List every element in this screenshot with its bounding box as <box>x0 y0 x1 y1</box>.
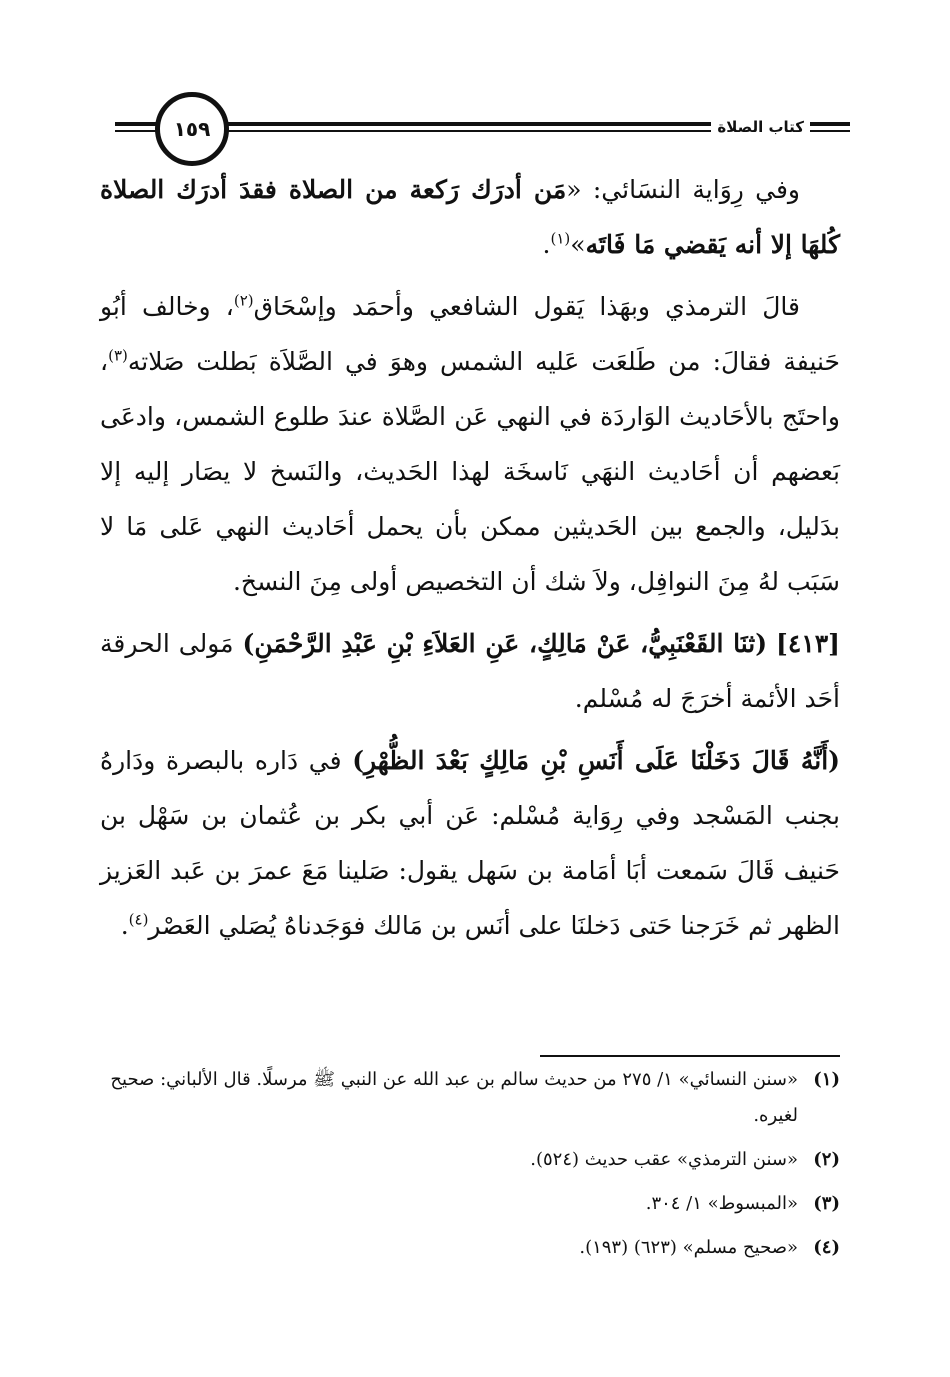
footnote-text: «سنن الترمذي» عقب حديث (٥٢٤). <box>530 1149 798 1170</box>
p1-hadith-quote: مَن أدرَك رَكعة من الصلاة فقدَ أدرَك الصلاة كُلهَا إلا أنه يَقضي مَا فَاتَه <box>100 175 840 259</box>
p1-end: . <box>542 230 551 259</box>
paragraph-hadith-413 <box>100 616 840 726</box>
p3-commentary: مَولى الحرقة أحَد الأئمة أخرَجَ له مُسْلم. <box>100 629 840 713</box>
p4-end: . <box>120 911 129 940</box>
page-header <box>115 92 850 172</box>
footnote-number: (٤) <box>813 1237 840 1258</box>
footnote-ref-1[interactable]: (١) <box>550 229 571 248</box>
footnotes <box>100 1062 840 1274</box>
running-title: كتاب الصلاة <box>711 118 810 136</box>
footnote-text: «سنن النسائي» ١/ ٢٧٥ من حديث سالم بن عبد الله عن النبي ﷺ مرسلًا. قال الألباني: صحيح لغيره. <box>110 1069 798 1126</box>
footnote-number: (١) <box>813 1069 840 1090</box>
p1-close-quote: » <box>570 230 586 259</box>
p2-text-3: ، واحتَج بالأحَاديث الوَاردَة في النهي عَن الصَّلاة عندَ طلوع الشمس، وادعَى بَعضهم أن أحَاديث النهَي نَاسخَة لهذا الحَديث، والنَسخ لا يصَار إليه إلا بدَليل، والجمع بين الحَديثين ممكن بأن يحمل أحَاديث النهي عَلى مَا لا سَبَب لهُ مِنَ النوافِل، ولاَ شك أن التخصيص أولى مِنَ النسخ. <box>100 347 840 596</box>
hadith-number: [٤١٣] <box>776 629 840 658</box>
footnote-separator <box>540 1055 840 1057</box>
page-number: ١٥٩ <box>173 117 211 141</box>
hadith-isnad: (ثنَا القَعْنَبِيُّ، عَنْ مَالِكٍ، عَنِ العَلاَءِ بْنِ عَبْدِ الرَّحْمَنِ) <box>242 629 768 658</box>
footnote-3 <box>100 1186 840 1222</box>
page-number-badge <box>155 92 229 166</box>
p4-commentary: في دَاره بالبصرة ودَارهُ بجنب المَسْجد وفي رِوَاية مُسْلم: عَن أبي بكر بن عُثمان بن سَهْل بن حَنيف قَالَ سَمعت أبَا أمَامة بن سَهل يقول: صَلينا مَعَ عمرَ بن عَبد العَزيز الظهر ثم خَرَجنا حَتى دَخلنَا على أنَس بن مَالك فوَجَدناهُ يُصَلي العَصْر <box>100 746 840 940</box>
paragraph-nasai <box>100 162 840 272</box>
footnote-text: «صحيح مسلم» (٦٢٣) (١٩٣). <box>579 1237 798 1258</box>
footnote-2 <box>100 1142 840 1178</box>
footnote-ref-4[interactable]: (٤) <box>128 910 149 929</box>
p2-text-1: قالَ الترمذي وبهَذا يَقول الشافعي وأحمَد وإسْحَاق <box>253 292 801 321</box>
footnote-number: (٢) <box>813 1149 840 1170</box>
footnote-ref-3[interactable]: (٣) <box>108 346 128 365</box>
footnote-4 <box>100 1230 840 1266</box>
main-text <box>100 162 840 960</box>
footnote-1 <box>100 1062 840 1134</box>
paragraph-tirmidhi <box>100 279 840 609</box>
paragraph-anas <box>100 733 840 953</box>
footnote-text: «المبسوط» ١/ ٣٠٤. <box>645 1193 798 1214</box>
footnote-number: (٣) <box>813 1193 840 1214</box>
p1-lead: وفي رِوَاية النسَائي: « <box>566 175 800 204</box>
footnote-ref-2[interactable]: (٢) <box>233 291 254 310</box>
hadith-matn: (أَنَّهُ قَالَ دَخَلْنَا عَلَى أَنَسِ بْنِ مَالِكٍ بَعْدَ الظُّهْرِ) <box>352 746 840 775</box>
p2-text-2: ، وخالف أبُو حَنيفة فقالَ: من طَلعَت عَليه الشمس وهوَ في الصَّلاَة بَطلت صَلاته <box>100 292 840 376</box>
